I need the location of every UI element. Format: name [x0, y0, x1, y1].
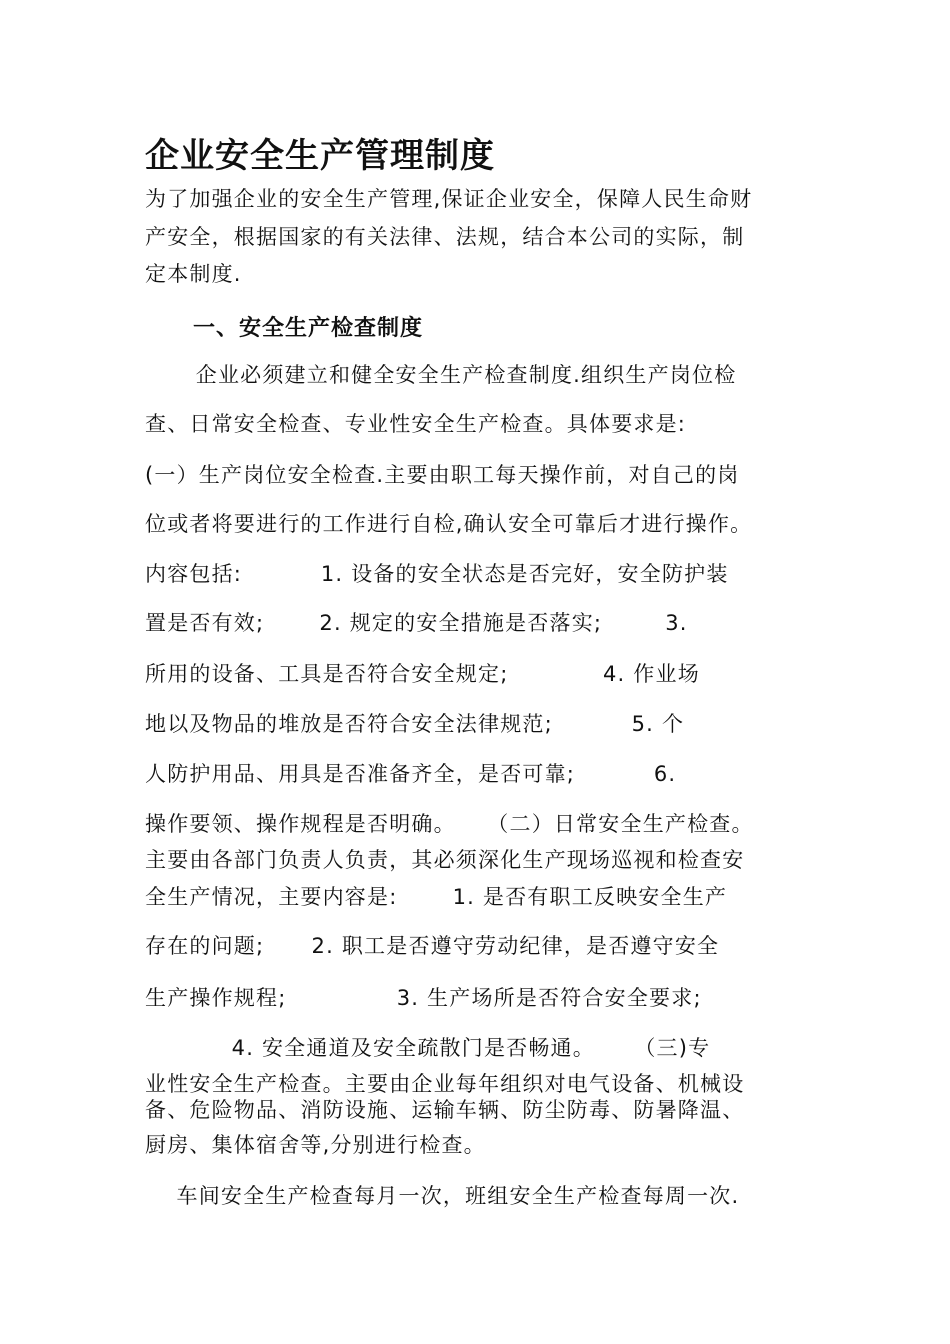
body-line-10: 操作要领、操作规程是否明确。 （二）日常安全生产检查。: [145, 812, 754, 836]
body-line-15: 4. 安全通道及安全疏散门是否畅通。 （三)专: [145, 1036, 711, 1060]
body-line-13: 存在的问题; 2. 职工是否遵守劳动纪律，是否遵守安全: [145, 934, 720, 958]
body-line-4: 位或者将要进行的工作进行自检,确认安全可靠后才进行操作。: [145, 512, 753, 536]
body-line-7: 所用的设备、工具是否符合安全规定; 4. 作业场: [145, 662, 700, 686]
body-line-9: 人防护用品、用具是否准备齐全，是否可靠; 6.: [145, 762, 677, 786]
body-line-5: 内容包括: 1. 设备的安全状态是否完好，安全防护装: [145, 562, 729, 586]
body-line-19: 车间安全生产检查每月一次，班组安全生产检查每周一次.: [145, 1184, 740, 1208]
document-title: 企业安全生产管理制度: [145, 136, 495, 176]
body-line-3: (一）生产岗位安全检查.主要由职工每天操作前，对自己的岗: [145, 463, 740, 487]
body-line-11: 主要由各部门负责人负责，其必须深化生产现场巡视和检查安: [145, 848, 745, 872]
intro-line-2: 产安全，根据国家的有关法律、法规，结合本公司的实际，制: [145, 225, 745, 249]
body-line-17: 备、危险物品、消防设施、运输车辆、防尘防毒、防暑降温、: [145, 1098, 745, 1122]
body-line-2: 查、日常安全检查、专业性安全生产检查。具体要求是:: [145, 412, 687, 436]
intro-line-1: 为了加强企业的安全生产管理,保证企业安全，保障人民生命财: [145, 187, 753, 211]
body-line-6: 置是否有效; 2. 规定的安全措施是否落实; 3.: [145, 611, 688, 635]
intro-line-3: 定本制度.: [145, 262, 242, 286]
body-line-18: 厨房、集体宿舍等,分别进行检查。: [145, 1133, 486, 1157]
body-line-1: 企业必须建立和健全安全生产检查制度.组织生产岗位检: [180, 363, 737, 387]
body-line-16: 业性安全生产检查。主要由企业每年组织对电气设备、机械设: [145, 1072, 745, 1096]
body-line-8: 地以及物品的堆放是否符合安全法律规范; 5. 个: [145, 712, 685, 736]
body-line-14: 生产操作规程; 3. 生产场所是否符合安全要求;: [145, 986, 702, 1010]
body-line-12: 全生产情况，主要内容是: 1. 是否有职工反映安全生产: [145, 885, 728, 909]
section-heading-1: 一、安全生产检查制度: [193, 316, 424, 341]
